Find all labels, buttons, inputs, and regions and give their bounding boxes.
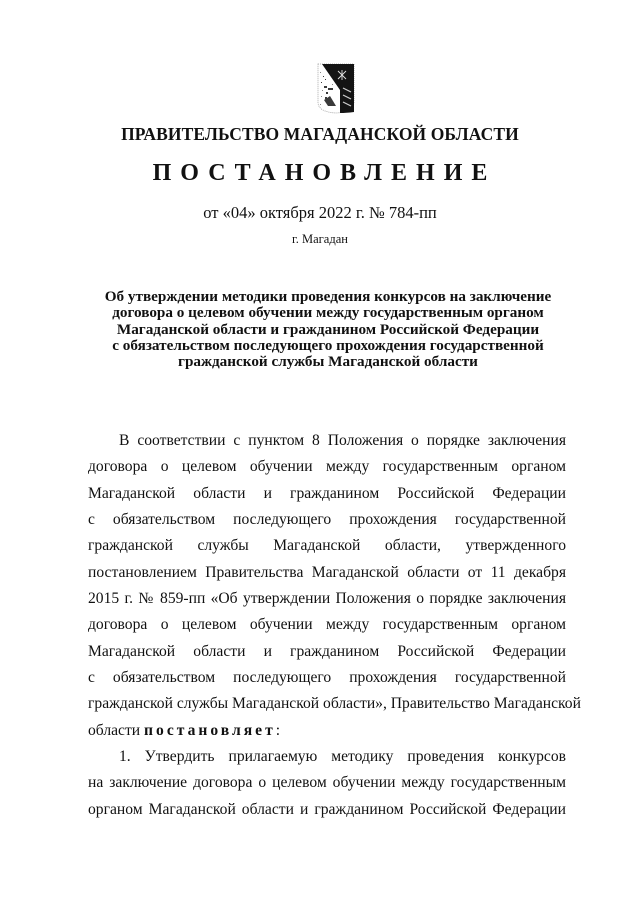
document-body [88,428,581,823]
preamble-line: постановлением Правительства Магаданской области от 11 декабря [88,563,566,581]
closing-suffix: : [275,721,281,739]
preamble-line: 2015 г. № 859-пп «Об утверждении Положения о порядке заключения [88,590,566,608]
clause-1-line: на заключение договора о целевом обучении между государственным [88,774,566,792]
clause-1-line: 1. Утвердить прилагаемую методику проведения конкурсов [119,748,566,766]
preamble-closing [88,718,566,744]
preamble-line: с обязательством последующего прохождения государственной [88,511,566,529]
subject-line: Магаданской области и гражданином Российской Федерации [116,320,540,338]
document-city: г. Магадан [292,232,348,246]
preamble-line: договора о целевом обучении между государственным органом [88,458,566,476]
preamble-line: Магаданской области и гражданином Российской Федерации [88,484,566,502]
preamble-line: гражданской службы Магаданской области», Правительство Магаданской [88,695,581,713]
preamble-line: с обязательством последующего прохождения государственной [88,669,566,687]
preamble-line: гражданской службы Магаданской области, утвержденного [88,537,566,555]
closing-prefix: области [88,721,145,739]
subject-line: Об утверждении методики проведения конкурсов на заключение [104,288,552,305]
organization-name: ПРАВИТЕЛЬСТВО МАГАДАНСКОЙ ОБЛАСТИ [121,124,519,144]
document-subject [88,289,568,370]
preamble-line: договора о целевом обучении между государственным органом [88,616,566,634]
resolves-keyword: постановляет [144,721,276,739]
clause-1-line: органом Магаданской области и гражданином Российской Федерации [88,800,566,818]
coat-of-arms-icon [316,62,356,114]
document-date-number: от «04» октября 2022 г. № 784-пп [203,203,437,222]
subject-line: гражданской службы Магаданской области [178,353,478,371]
subject-line: с обязательством последующего прохождения государственной [112,336,544,354]
document-type-title: ПОСТАНОВЛЕНИЕ [152,160,497,186]
subject-line: договора о целевом обучении между государственным органом [112,304,544,322]
preamble-line: В соответствии с пунктом 8 Положения о порядке заключения [119,432,566,449]
preamble-line: Магаданской области и гражданином Российской Федерации [88,642,566,660]
